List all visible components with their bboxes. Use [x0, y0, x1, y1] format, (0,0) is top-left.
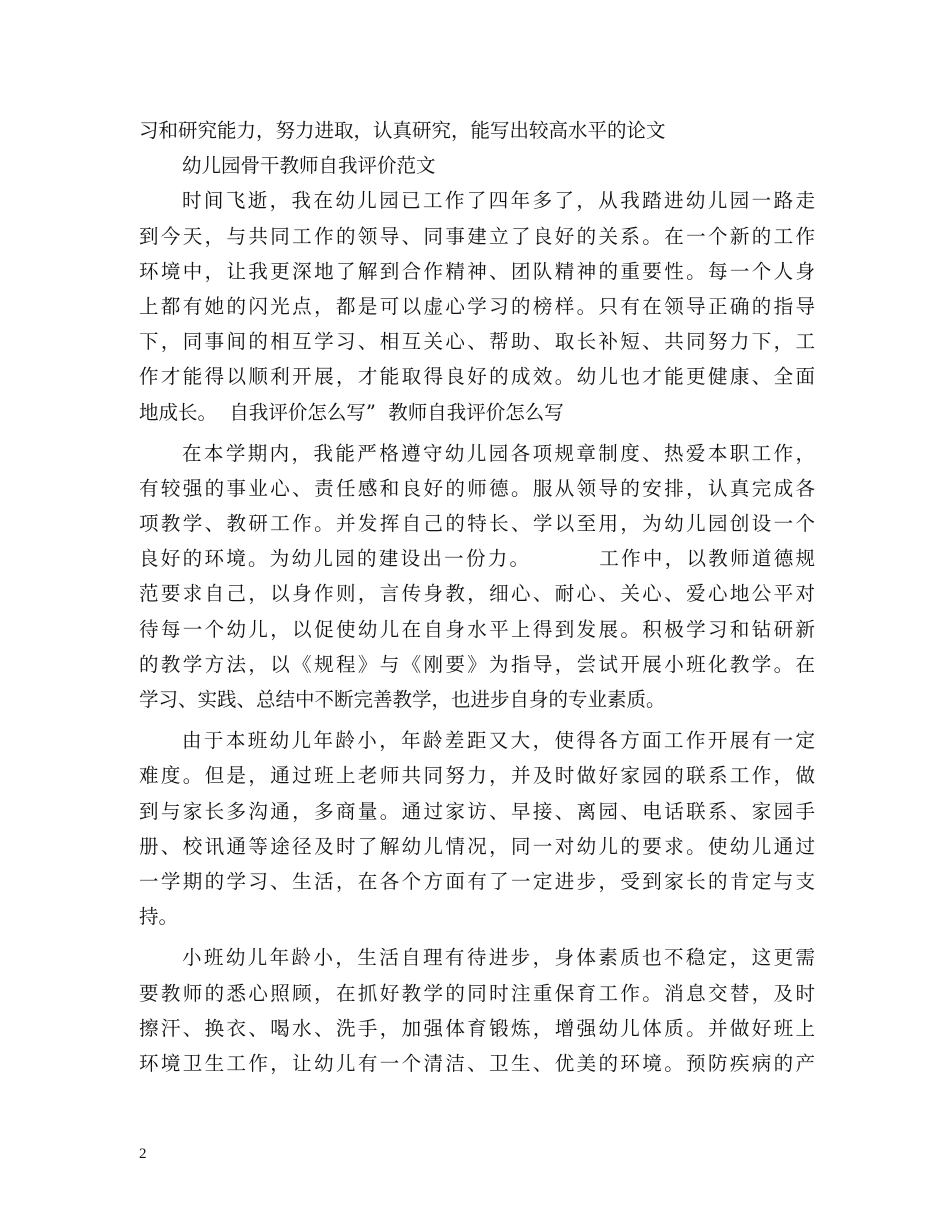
text-line: 时间飞逝，我在幼儿园已工作了四年多了，从我踏进幼儿园一路走: [182, 189, 815, 213]
text-line: 难度。但是，通过班上老师共同努力，并及时做好家园的联系工作，做: [139, 764, 815, 788]
text-line: 下，同事间的相互学习、相互关心、帮助、取长补短、共同努力下，工: [139, 330, 815, 354]
text-line: 册、校讯通等途径及时了解幼儿情况，同一对幼儿的要求。使幼儿通过: [139, 834, 815, 858]
text-line: 到今天，与共同工作的领导、同事建立了良好的关系。在一个新的工作: [139, 224, 815, 248]
text-line: 地成长。 自我评价怎么写” 教师自我评价怎么写: [139, 400, 564, 424]
text-line: 上都有她的闪光点，都是可以虚心学习的榜样。只有在领导正确的指导: [139, 294, 815, 318]
text-line: 习和研究能力，努力进取，认真研究，能写出较高水平的论文: [139, 119, 666, 142]
text-line: 由于本班幼儿年龄小，年龄差距又大，使得各方面工作开展有一定: [182, 729, 815, 753]
text-line: 待每一个幼儿，以促使幼儿在自身水平上得到发展。积极学习和钻研新: [139, 617, 815, 641]
text-line: 到与家长多沟通，多商量。通过家访、早接、离园、电话联系、家园手: [139, 799, 815, 823]
section-heading: 幼儿园骨干教师自我评价范文: [182, 154, 436, 178]
text-line: 环境中，让我更深地了解到合作精神、团队精神的重要性。每一个人身: [139, 259, 815, 283]
text-line: 小班幼儿年龄小，生活自理有待进步，身体素质也不稳定，这更需: [182, 946, 815, 970]
text-line: 学习、实践、总结中不断完善教学，也进步自身的专业素质。: [139, 688, 666, 711]
text-line: 持。: [139, 905, 179, 929]
text-line: 的教学方法，以《规程》与《刚要》为指导，尝试开展小班化教学。在: [139, 652, 815, 676]
text-line: 作才能得以顺利开展，才能取得良好的成效。幼儿也才能更健康、全面: [139, 365, 815, 389]
text-line: 要教师的悉心照顾，在抓好教学的同时注重保育工作。消息交替，及时: [139, 981, 815, 1005]
text-line: 良好的环境。为幼儿园的建设出一份力。 工作中，以教师道德规: [139, 547, 815, 571]
body-text: [139, 113, 815, 1081]
text-line: 范要求自己，以身作则，言传身教，细心、耐心、关心、爱心地公平对: [139, 582, 815, 606]
text-line: 环境卫生工作，让幼儿有一个清洁、卫生、优美的环境。预防疾病的产: [139, 1051, 815, 1075]
text-line: 有较强的事业心、责任感和良好的师德。服从领导的安排，认真完成各: [139, 476, 815, 500]
text-line: 在本学期内，我能严格遵守幼儿园各项规章制度、热爱本职工作，: [182, 441, 815, 465]
text-line: 项教学、教研工作。并发挥自己的特长、学以至用，为幼儿园创设一个: [139, 512, 815, 536]
text-line: 擦汗、换衣、喝水、洗手，加强体育锻炼，增强幼儿体质。并做好班上: [139, 1016, 815, 1040]
text-line: 一学期的学习、生活，在各个方面有了一定进步，受到家长的肯定与支: [139, 869, 815, 893]
page-number: 2: [139, 1146, 147, 1162]
